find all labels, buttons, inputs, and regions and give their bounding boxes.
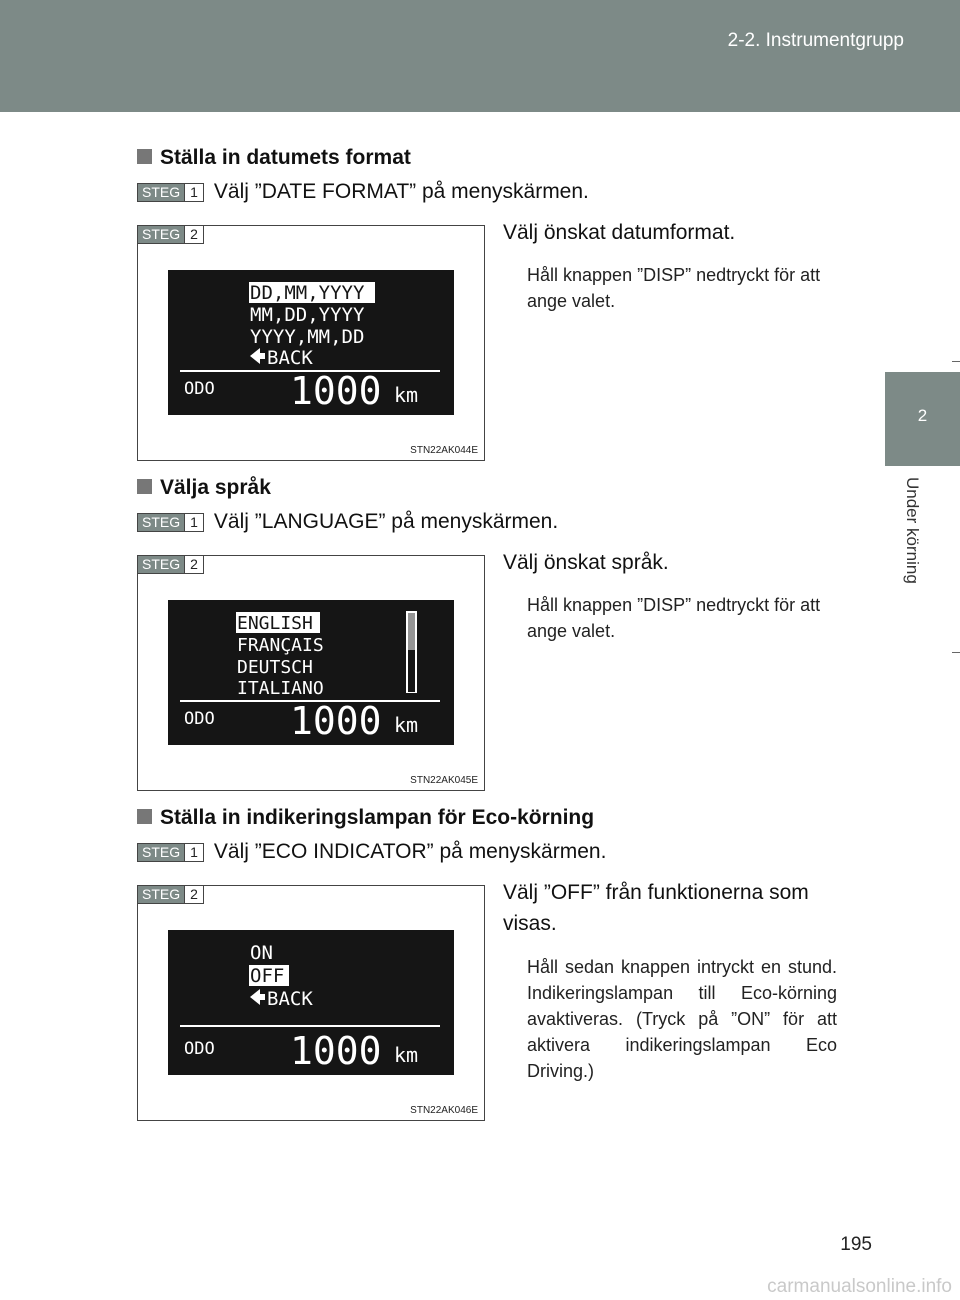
square-bullet-icon (137, 479, 152, 494)
display-screen (168, 930, 454, 1075)
note-text: Håll knappen ”DISP” nedtryckt för att ange valet. (527, 265, 821, 311)
scrollbar-track-ticks (407, 612, 416, 650)
note-text: Håll sedan knappen intryckt en stund. Indikeringslampan till Eco-körning avaktiveras. (Tryck på ”ON” för att aktivera indikeringslampan Eco Driving.) (527, 957, 837, 1081)
square-bullet-icon (137, 809, 152, 824)
odo-label: ODO (184, 1039, 215, 1059)
steg-badge: STEG 2 (138, 886, 204, 904)
figure-language (137, 555, 485, 791)
figure-date-format (137, 225, 485, 461)
section-title-eco-indicator: Ställa in indikeringslampan för Eco-körning (137, 806, 594, 830)
figure-code: STN22AK044E (410, 445, 478, 456)
step-1-text: Välj ”ECO INDICATOR” på menyskärmen. (213, 840, 607, 863)
figure-code: STN22AK045E (410, 775, 478, 786)
odo-unit: km (394, 383, 419, 407)
step-1-text: Välj ”LANGUAGE” på menyskärmen. (213, 510, 559, 533)
crop-mark (952, 361, 960, 362)
steg-badge: STEG 2 (138, 556, 204, 574)
steg-badge: STEG 1 (137, 843, 204, 862)
menu-item: DEUTSCH (237, 657, 313, 678)
page-header (0, 0, 960, 112)
menu-item: OFF (250, 965, 285, 987)
step-2-text: Välj ”OFF” från funktionerna som visas. (503, 881, 809, 935)
page-number: 195 (840, 1234, 872, 1255)
odo-label: ODO (184, 709, 215, 729)
menu-item: FRANÇAIS (237, 635, 324, 656)
menu-item: ON (250, 942, 273, 964)
step-2-text: Välj önskat språk. (503, 551, 669, 574)
crop-mark (952, 652, 960, 653)
step-1-date-format (137, 180, 589, 204)
back-arrow-icon (250, 348, 260, 364)
chapter-number: 2 (917, 406, 928, 425)
odo-label: ODO (184, 379, 215, 399)
menu-item: MM,DD,YYYY (250, 304, 365, 326)
step-1-language (137, 510, 558, 534)
step-1-text: Välj ”DATE FORMAT” på menyskärmen. (213, 180, 589, 203)
chapter-label: Under körning (903, 477, 922, 584)
menu-item: BACK (267, 347, 313, 369)
scrollbar-thumb (408, 650, 415, 692)
figure-eco-indicator (137, 885, 485, 1121)
steg-badge: STEG 2 (138, 226, 204, 244)
square-bullet-icon (137, 149, 152, 164)
odo-value: 1000 (290, 369, 382, 413)
steg-badge: STEG 1 (137, 183, 204, 202)
odo-unit: km (394, 1043, 419, 1067)
menu-item: ITALIANO (237, 678, 324, 699)
odo-unit: km (394, 713, 419, 737)
odo-value: 1000 (290, 699, 382, 743)
back-arrow-icon (250, 989, 260, 1005)
chapter-title: 2-2. Instrumentgrupp (727, 30, 904, 51)
menu-item: DD,MM,YYYY (250, 282, 365, 304)
section-title-date-format: Ställa in datumets format (137, 146, 411, 170)
odo-value: 1000 (290, 1029, 382, 1073)
menu-item: YYYY,MM,DD (250, 326, 365, 348)
note-text: Håll knappen ”DISP” nedtryckt för att ange valet. (527, 595, 821, 641)
display-screen (168, 600, 454, 745)
watermark: carmanualsonline.info (767, 1276, 952, 1297)
steg-badge: STEG 1 (137, 513, 204, 532)
section-title-language: Välja språk (137, 476, 271, 500)
menu-item: BACK (267, 988, 313, 1010)
figure-code: STN22AK046E (410, 1105, 478, 1116)
chapter-tab (885, 372, 960, 466)
step-1-eco-indicator (137, 840, 606, 864)
menu-item: ENGLISH (237, 613, 313, 634)
display-screen (168, 270, 454, 415)
step-2-text: Välj önskat datumformat. (503, 221, 736, 244)
